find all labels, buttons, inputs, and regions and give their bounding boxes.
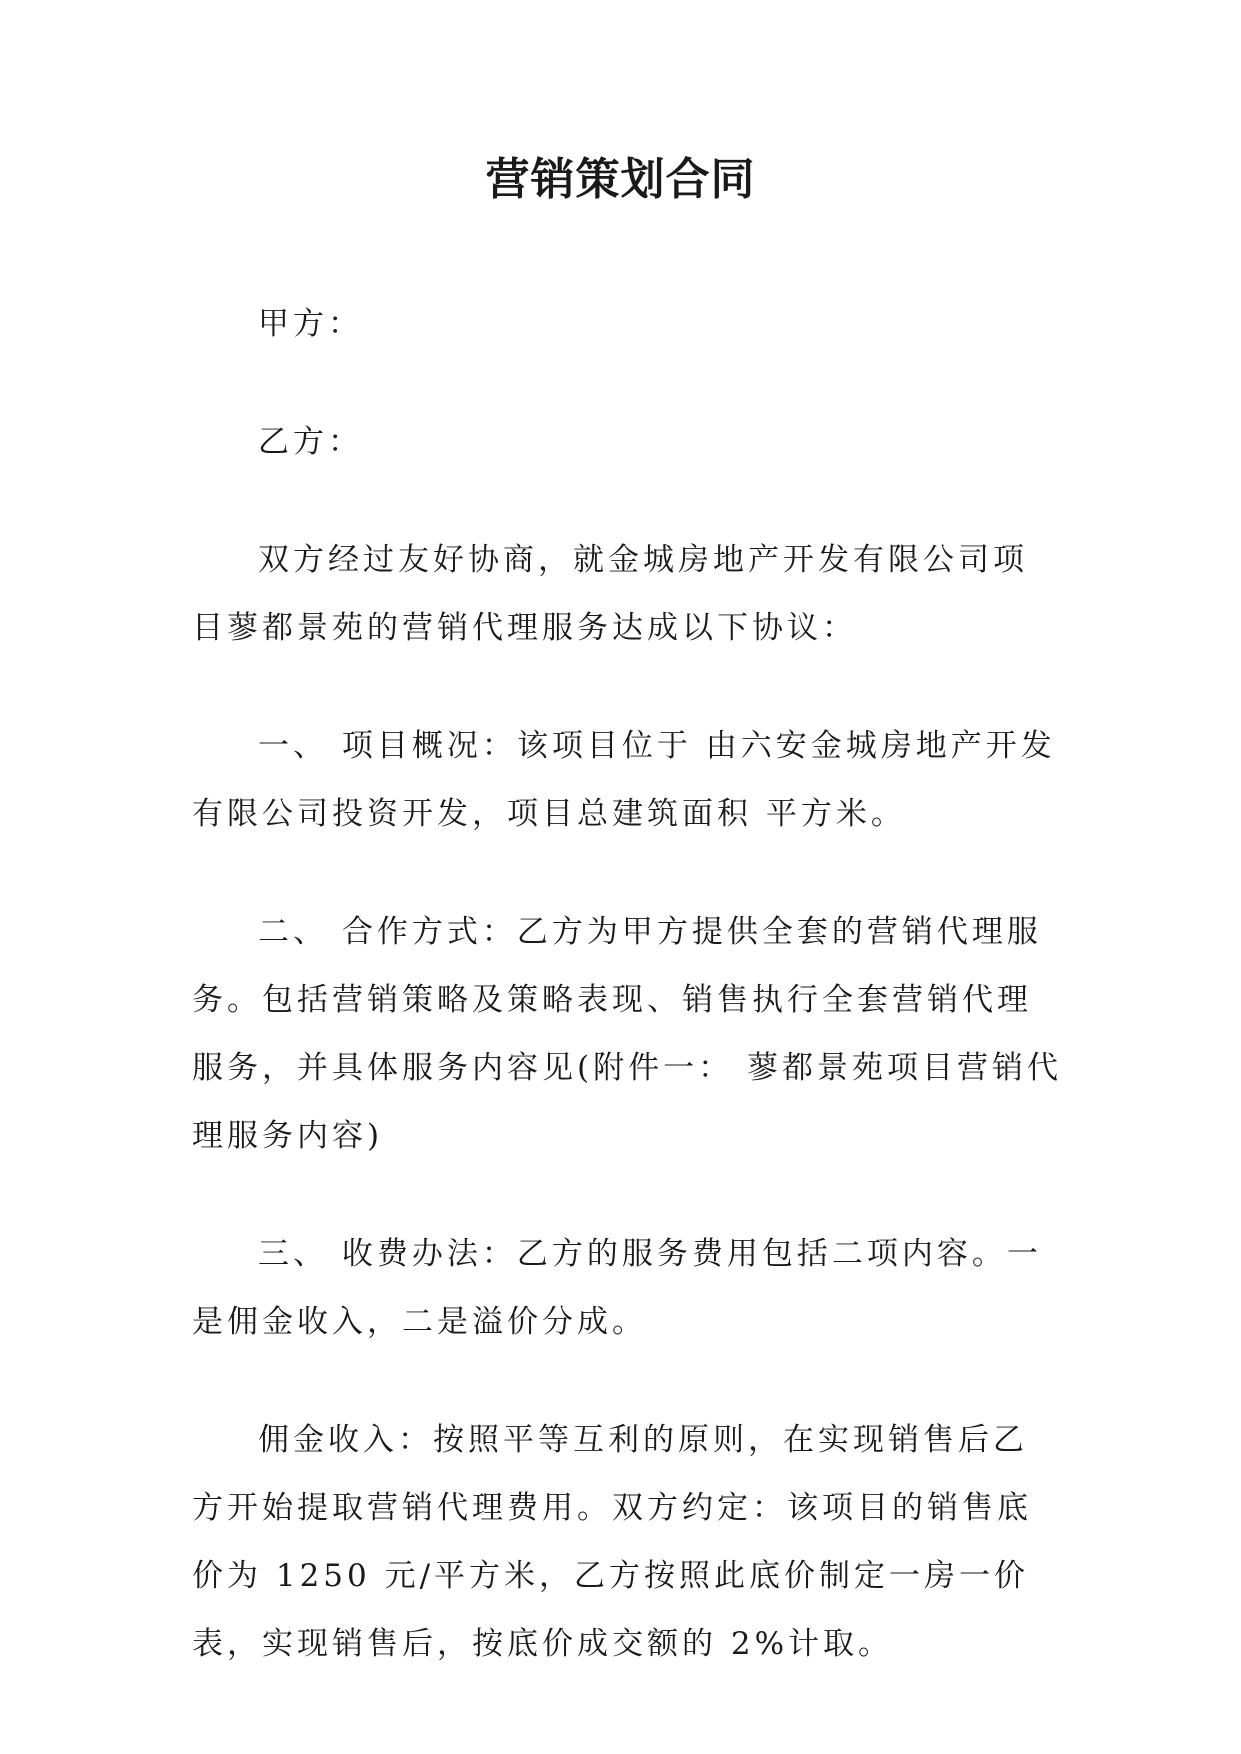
document-title: 营销策划合同: [485, 154, 756, 205]
section-3-paragraph: 三、 收费办法：乙方的服务费用包括二项内容。一是佣金收入，二是溢价分成。: [192, 1236, 1042, 1340]
section-1-paragraph: 一、 项目概况：该项目位于 由六安金城房地产开发有限公司投资开发，项目总建筑面积 平方米。: [192, 728, 1056, 832]
document-body: [192, 290, 1062, 1678]
section-2-paragraph: 二、 合作方式：乙方为甲方提供全套的营销代理服务。包括营销策略及策略表现、销售执行全套营销代理服务，并具体服务内容见(附件一： 蓼都景苑项目营销代理服务内容): [192, 914, 1062, 1154]
party-a-line: 甲方：: [258, 306, 363, 342]
intro-paragraph: 双方经过友好协商，就金城房地产开发有限公司项目蓼都景苑的营销代理服务达成以下协议：: [192, 542, 1028, 646]
commission-paragraph: 佣金收入：按照平等互利的原则，在实现销售后乙方开始提取营销代理费用。双方约定：该项目的销售底价为 1250 元/平方米，乙方按照此底价制定一房一价表，实现销售后，按底价成交额的 2%计取。: [192, 1422, 1032, 1662]
party-b-line: 乙方：: [258, 424, 363, 460]
